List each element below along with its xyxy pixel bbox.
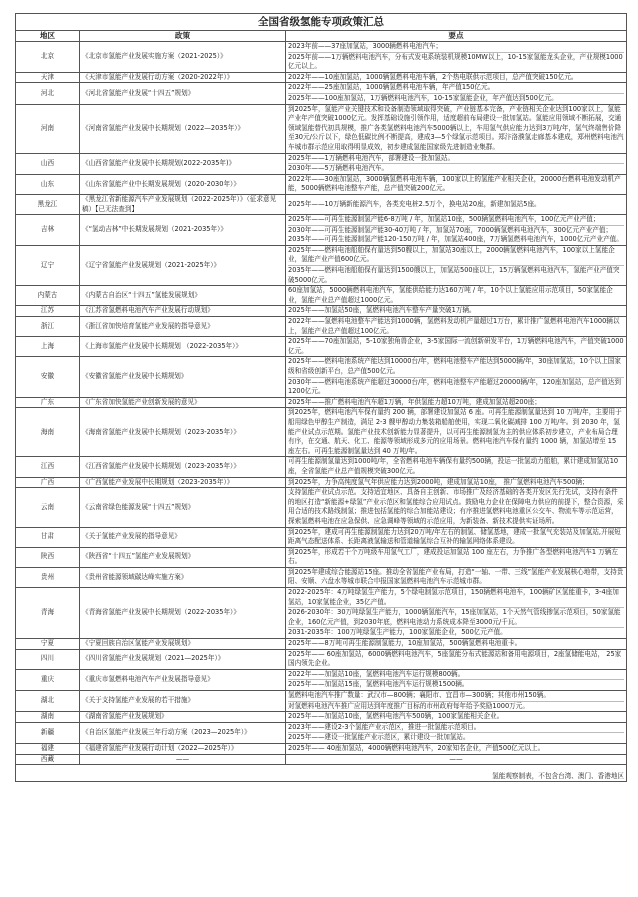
region-cell: 河南	[16, 104, 80, 153]
points-cell	[286, 457, 627, 477]
point-item: 2025年——100座加氢站，1万辆燃料电池汽车，10-15家氢能企业，年产值达到500亿元。	[288, 93, 558, 102]
table-row	[16, 743, 627, 754]
table-row	[16, 669, 627, 690]
points-cell	[286, 337, 627, 357]
point-item: 到2025年，形成若干个万吨级车用氢气工厂，建成投运加氢站 100 座左右，力争推广各型燃料电池汽车1 万辆左右。	[288, 547, 618, 566]
region-cell: 安徽	[16, 357, 80, 397]
policy-cell: 《四川省氢能产业发展规划（2021—2025年）》	[80, 649, 286, 669]
region-cell: 辽宁	[16, 245, 80, 285]
point-item: 2022年——加氢站10座，氢燃料电池汽车运行规模800辆。	[288, 670, 624, 681]
policy-cell: 《陕西省“十四五”氢能产业发展规划》	[80, 547, 286, 567]
table-row	[16, 286, 627, 306]
points-cell	[286, 754, 627, 765]
policy-cell: 《关于支持氢能产业发展的若干措施》	[80, 691, 286, 712]
policy-cell: 《浙江省加快培育氢能产业发展的指导意见》	[80, 317, 286, 337]
point-item: 支持氢能产业试点示范。支持适宜地区、具备自主创新、市场推广及经济基础的各类开发区先行先试，支持有条件的地区打造“新能源+绿氢”产业示范区和氢能综合应用试点。鼓励电力企业在保障电力供应的前提下，整合资源，采用合适的技术路线制氢；推进包括氢能的综合加能站建设；有序推进氢燃料电池重区公交车、物流车等示范运营，探索氢燃料电池在应急保供、应急调峰等领域的示范应用，为新装备、新技术提供实证场所。	[288, 488, 624, 525]
policy-cell: 《北京市氢能产业发展实施方案（2021-2025）》	[80, 42, 286, 73]
policy-cell: 《关于氢能产业发展的指导意见》	[80, 527, 286, 547]
point-item: 2025年—— 40座加氢站，4000辆燃料电池汽车，20家知名企业，产值500亿元以上。	[288, 743, 545, 752]
header-points: 要点	[286, 31, 627, 42]
policy-cell: 《河南省氢能产业发展中长期规划（2022—2035年）》	[80, 104, 286, 153]
region-cell: 湖南	[16, 712, 80, 723]
region-cell: 吉林	[16, 215, 80, 246]
points-cell	[286, 174, 627, 194]
table-row	[16, 527, 627, 547]
table-footer-note: 氢能观察制表，不包含台湾、澳门、香港地区	[16, 765, 627, 782]
region-cell: 贵州	[16, 567, 80, 587]
points-cell	[286, 286, 627, 306]
point-item: 2025年——70座加氢站，5-10家独角兽企业，3-5家国际一流创新研发平台，1万辆燃料电池汽车，产值突破1000亿元。	[288, 337, 624, 355]
points-cell	[286, 691, 627, 712]
region-cell: 山东	[16, 174, 80, 194]
points-cell	[286, 153, 627, 174]
table-row	[16, 245, 627, 285]
points-cell	[286, 317, 627, 337]
point-item: 2035年——燃料电池船舶保有量达到1500艘以上，加氢站500座以上，15万辆氢燃料电池汽车，氢能产业产值突破5000亿元。	[288, 266, 620, 284]
policy-cell: 《安徽省氢能产业发展中长期规划》	[80, 357, 286, 397]
table-row	[16, 457, 627, 477]
region-cell: 浙江	[16, 317, 80, 337]
points-cell	[286, 722, 627, 743]
table-row	[16, 691, 627, 712]
table-row	[16, 488, 627, 527]
policy-cell: 《江西省氢能产业发展中长期规划（2023-2035年）》	[80, 457, 286, 477]
table-row	[16, 567, 627, 587]
points-cell	[286, 588, 627, 639]
region-cell: 江苏	[16, 306, 80, 317]
points-cell	[286, 83, 627, 104]
point-item: 2030年——5万辆燃料电池汽车。	[288, 164, 389, 173]
points-cell	[286, 743, 627, 754]
policy-cell: 《宁夏回族自治区氢能产业发展规划》	[80, 639, 286, 650]
table-row	[16, 317, 627, 337]
region-cell: 河北	[16, 83, 80, 104]
region-cell: 四川	[16, 649, 80, 669]
table-row	[16, 153, 627, 174]
region-cell: 新疆	[16, 722, 80, 743]
policy-cell: 《湖南省氢能产业发展规划》	[80, 712, 286, 723]
points-cell	[286, 712, 627, 723]
table-row	[16, 306, 627, 317]
point-item: 到2025年，氢能产业关键技术和设备制造领域取得突破，产业链基本完备，产业链相关企业达到100家以上，氢能产业年产值突破1000亿元。发挥基础设施引领作用，适度超前布局建设一批加氢站。氢能应用领域不断拓展，交通领域氢能替代初具规模，推广各类氢燃料电池汽车5000辆以上，车用氢气供应能力达到3万吨/年，氢气终端售价降至30元/公斤以下，绿色低碳比例不断提高，建成3—5个绿氢示范项目。郑汴洛濮氢走廊基本建成，郑州燃料电池汽车城市群示范应用取得明显成效，初步建成氢能国家级先进制造业集群。	[288, 104, 624, 151]
region-cell: 湖北	[16, 691, 80, 712]
region-cell: 青海	[16, 588, 80, 639]
point-item: 对氢燃料电池汽车推广应用达到年度推广目标的市州政府每年给予奖励1000万元。	[288, 701, 529, 710]
header-policy: 政策	[80, 31, 286, 42]
region-cell: 重庆	[16, 669, 80, 690]
policy-cell: 《贵州省能源领域碳达峰实施方案》	[80, 567, 286, 587]
point-item: 2022年——30座加氢站，3000辆氢燃料电池车辆，100家以上的氢能产业相关企业，20000台燃料电池发动机产能，5000辆燃料电池整车产能，总产值突破200亿元。	[288, 174, 621, 193]
point-item: 2030年——可再生能源制氢产能30-40万吨 / 年，加氢站70座，7000辆氢燃料电池汽车，300亿元产业产值；2035年——可再生能源制氢产能120-150万吨 / 年，加氢站400座，7万辆氢燃料电池汽车，1000亿元产业产值。	[288, 225, 623, 244]
points-cell	[286, 547, 627, 567]
policy-cell: 《河北省氢能产业发展“十四五”规划》	[80, 83, 286, 104]
policy-cell: 《重庆市氢燃料电池汽车产业发展指导意见》	[80, 669, 286, 690]
point-item: 2025年——燃料电池系统产能达到10000台/年，燃料电池整车产能达到5000辆/年，30座加氢站，10个以上国家级和省级创新平台，总产值500亿元。	[288, 357, 624, 377]
points-cell	[286, 527, 627, 547]
table-title: 全国省级氢能专项政策汇总	[16, 14, 627, 31]
points-cell	[286, 215, 627, 246]
policy-cell: 《上海市氢能产业发展中长期规划 （2022-2035年）》	[80, 337, 286, 357]
region-cell: 海南	[16, 408, 80, 457]
point-item: 2025年——推广燃料电池汽车超1万辆，年供氢能力超10万吨，建成加氢站超200座；	[288, 397, 541, 406]
point-item: 2030年——燃料电池系统产能超过30000台/年，燃料电池整车产能超过20000辆/年，120座加氢站，总产值达到1200亿元。	[288, 377, 621, 396]
point-item: 到2025年，燃料电池汽车保有量约 200 辆，部署建设加氢站 6 座。可再生能源制氢量达到 10 万吨/年，主要用于船用绿色甲醇生产制造，满足 2-3 艘甲醇动力集装箱船舶使用，实现二氧化碳减排 100 万吨/年。到 2030 年，氢能产业试点示范期。氢能产业技术创新能力显著提升，以可再生能源制氢为主的供应体系初步建立，产业布局合理有序，在交通、航天、化工、能源等领域形成多元的应用场景。燃料电池汽车保有量约 1000 辆，加氢站增至 15 座左右。可再生能源制氢量达到 40 万吨/年。	[288, 408, 622, 455]
point-item: 2025年——可再生能源制氢产能6-8万吨 / 年，加氢站10座，500辆氢燃料电池汽车，100亿元产业产值；	[288, 215, 624, 226]
policy-cell: 《云南省绿色能源发展“十四五”规划》	[80, 488, 286, 527]
points-cell	[286, 194, 627, 214]
point-item: 2025年——建设一批氢能产业示范区，累计建设一批加氢站。	[288, 733, 470, 742]
table-row	[16, 194, 627, 214]
table-row	[16, 547, 627, 567]
region-cell: 云南	[16, 488, 80, 527]
region-cell: 江西	[16, 457, 80, 477]
policy-cell: 《天津市氢能产业发展行动方案（2020-2022年）》	[80, 72, 286, 83]
header-region: 地区	[16, 31, 80, 42]
table-row	[16, 712, 627, 723]
region-cell: 天津	[16, 72, 80, 83]
policy-cell: 《江苏省氢燃料电池汽车产业发展行动规划》	[80, 306, 286, 317]
table-row	[16, 588, 627, 639]
region-cell: 西藏	[16, 754, 80, 765]
point-item: 2026-2030年：30万吨绿氢生产能力，1000辆氢能汽车，15座加氢站，1个天然气管线掺氢示范项目，50家氢能企业，160亿元产值，到2030年底，燃料电池动力系统成本降至3000元/千瓦。	[288, 608, 624, 628]
points-cell	[286, 567, 627, 587]
table-row	[16, 357, 627, 397]
region-cell: 福建	[16, 743, 80, 754]
region-cell: 内蒙古	[16, 286, 80, 306]
table-row	[16, 215, 627, 246]
point-item: 2022年——25座加氢站，1000辆氢燃料电池车辆，年产值150亿元。	[288, 83, 624, 94]
table-row	[16, 42, 627, 73]
point-item: ——	[449, 754, 463, 763]
region-cell: 黑龙江	[16, 194, 80, 214]
point-item: 2025年——10万辆新能源汽车，各类充电桩2.5万个，换电站20座，新建加氢站5座。	[288, 199, 541, 208]
points-cell	[286, 669, 627, 690]
policy-cell: 《黑龙江省新能源汽车产业发展规划（2022-2025年）》（征求意见稿）【已无法查到】	[80, 194, 286, 214]
policy-cell: ——	[80, 754, 286, 765]
policy-cell: 《内蒙古自治区“十四五”氢能发展规划》	[80, 286, 286, 306]
points-cell	[286, 245, 627, 285]
points-cell	[286, 649, 627, 669]
policy-cell: 《山东省氢能产业中长期发展规划（2020-2030年）》	[80, 174, 286, 194]
policy-cell: 《辽宁省氢能产业发展规划（2021-2025年）》	[80, 245, 286, 285]
table-row	[16, 649, 627, 669]
point-item: 2022年——10座加氢站，1000辆氢燃料电池车辆，2个热电联供示范项目，总产值突破150亿元。	[288, 72, 578, 81]
policy-cell: 《自治区氢能产业发展三年行动方案（2023—2025年）》	[80, 722, 286, 743]
table-row	[16, 104, 627, 153]
policy-cell: 《青海省氢能产业发展中长期规划（2022-2035年）》	[80, 588, 286, 639]
region-cell: 陕西	[16, 547, 80, 567]
table-row	[16, 408, 627, 457]
points-cell	[286, 408, 627, 457]
point-item: 2025年——加氢站10座，氢燃料电池汽车500辆，100家氢能相关企业。	[288, 712, 504, 721]
point-item: 2025年——加氢站15座，氢燃料电池汽车运行规模1500辆。	[288, 680, 469, 689]
table-row	[16, 639, 627, 650]
point-item: 2025年——加氢站50座，氢燃料电池汽车整车产量突破1万辆。	[288, 306, 476, 315]
points-cell	[286, 357, 627, 397]
table-row	[16, 337, 627, 357]
table-row	[16, 754, 627, 765]
region-cell: 宁夏	[16, 639, 80, 650]
points-cell	[286, 477, 627, 488]
point-item: 到2025年建成综合能源站15座。推动全省氢能产业布局，打造“一轴、一带、三线”氢能产业发展核心地带，支持贵阳、安顺、六盘水等城市联合申报国家氢燃料电池汽车示范城市群。	[288, 567, 624, 586]
point-item: 2023年——建设2-3个氢能产业示范区，推进一批氢能示范项目。	[288, 723, 624, 734]
region-cell: 山西	[16, 153, 80, 174]
table-row	[16, 722, 627, 743]
policy-cell: 《福建省氢能产业发展行动计划（2022—2025年）》	[80, 743, 286, 754]
points-cell	[286, 306, 627, 317]
point-item: 可再生能源制氢量达到1000吨/年，全省燃料电池车辆保有量约500辆，投运一批氢动力船舶，累计建成加氢站10座，全省氢能产业总产值规模突破300亿元。	[288, 457, 619, 475]
point-item: 2023年前——37座加氢站，3000辆燃料电池汽车；	[288, 42, 624, 53]
table-row	[16, 72, 627, 83]
point-item: 2022年——氢燃料电池整车产能达到1000辆，氢燃料发动机产量超过1万台，累计推广氢燃料电池汽车1000辆以上，氢能产业总产值超过100亿元。	[288, 317, 620, 335]
point-item: 2025年—— 60座加氢站，6000辆燃料电池汽车，5座氢能分布式能源站和备用电源项目，2座氢储能电站， 25家国内领先企业。	[288, 649, 622, 668]
policy-cell: 《山西省氢能产业发展中长期规划(2022-2035年)》	[80, 153, 286, 174]
point-item: 2031-2035年：100万吨绿氢生产能力，100家氢能企业，500亿元产值。	[288, 628, 507, 637]
region-cell: 广西	[16, 477, 80, 488]
point-item: 60座加氢站，5000辆燃料电池汽车，氢能供给能力达160万吨 / 年，10个以上氢能应用示范项目，50家氢能企业，氢能产业总产值超过1000亿元。	[288, 286, 613, 304]
point-item: 2025年——燃料电池船舶保有量达到50艘以上，加氢站30座以上，2000辆氢燃料电池汽车，100家以上氢能企业，氢能产业产值600亿元。	[288, 246, 624, 266]
points-cell	[286, 104, 627, 153]
table-row	[16, 477, 627, 488]
point-item: 2025年——8万吨可再生能源制氢能力，10座加氢站，500辆氢燃料电池重卡。	[288, 639, 522, 648]
point-item: 2025年——1万辆燃料电池汽车，部署建设一批加氢站。	[288, 154, 624, 165]
point-item: 氢燃料电池汽车推广数量：武汉市—800辆；襄阳市、宜昌市—300辆；其他市州150辆。	[288, 691, 624, 702]
policy-cell: 《“氢动吉林”中长期发展规划（2021-2035年）》	[80, 215, 286, 246]
region-cell: 甘肃	[16, 527, 80, 547]
table-row	[16, 83, 627, 104]
points-cell	[286, 488, 627, 527]
table-row	[16, 397, 627, 408]
region-cell: 上海	[16, 337, 80, 357]
region-cell: 广东	[16, 397, 80, 408]
points-cell	[286, 72, 627, 83]
policy-cell: 《海南省氢能产业发展中长期规划（2023-2035年）》	[80, 408, 286, 457]
point-item: 2022-2025年：4万吨绿氢生产能力，5个绿电制氢示范项目，150辆燃料电池车，100辆矿区氢能重卡，3-4座加氢站，10家氢能企业，35亿产值。	[288, 588, 624, 608]
policy-cell: 《广东省加快氢能产业创新发展的意见》	[80, 397, 286, 408]
region-cell: 北京	[16, 42, 80, 73]
policy-table	[15, 13, 627, 782]
points-cell	[286, 42, 627, 73]
policy-cell: 《广西氢能产业发展中长期规划（2023-2035年）》	[80, 477, 286, 488]
table-row	[16, 174, 627, 194]
points-cell	[286, 397, 627, 408]
point-item: 2025年前——1万辆燃料电池汽车，分布式发电系统装机规模10MW以上，10-15家氢能龙头企业，产业规模1000亿元以上。	[288, 52, 623, 71]
point-item: 到2025年，力争高纯度氢气年供应能力达到2000吨，建成加氢站10座， 推广氢燃料电池汽车500辆；	[288, 477, 589, 486]
points-cell	[286, 639, 627, 650]
point-item: 到2025年，建成可再生能源制氢能力达到20万吨/年左右的制氢、储氢基地，建成一批氢气充装站及加氢站,开展短距离气态配送体系、长距离液氢输送和管道输氢综合互补的输氢网络体系建设。	[288, 527, 621, 546]
